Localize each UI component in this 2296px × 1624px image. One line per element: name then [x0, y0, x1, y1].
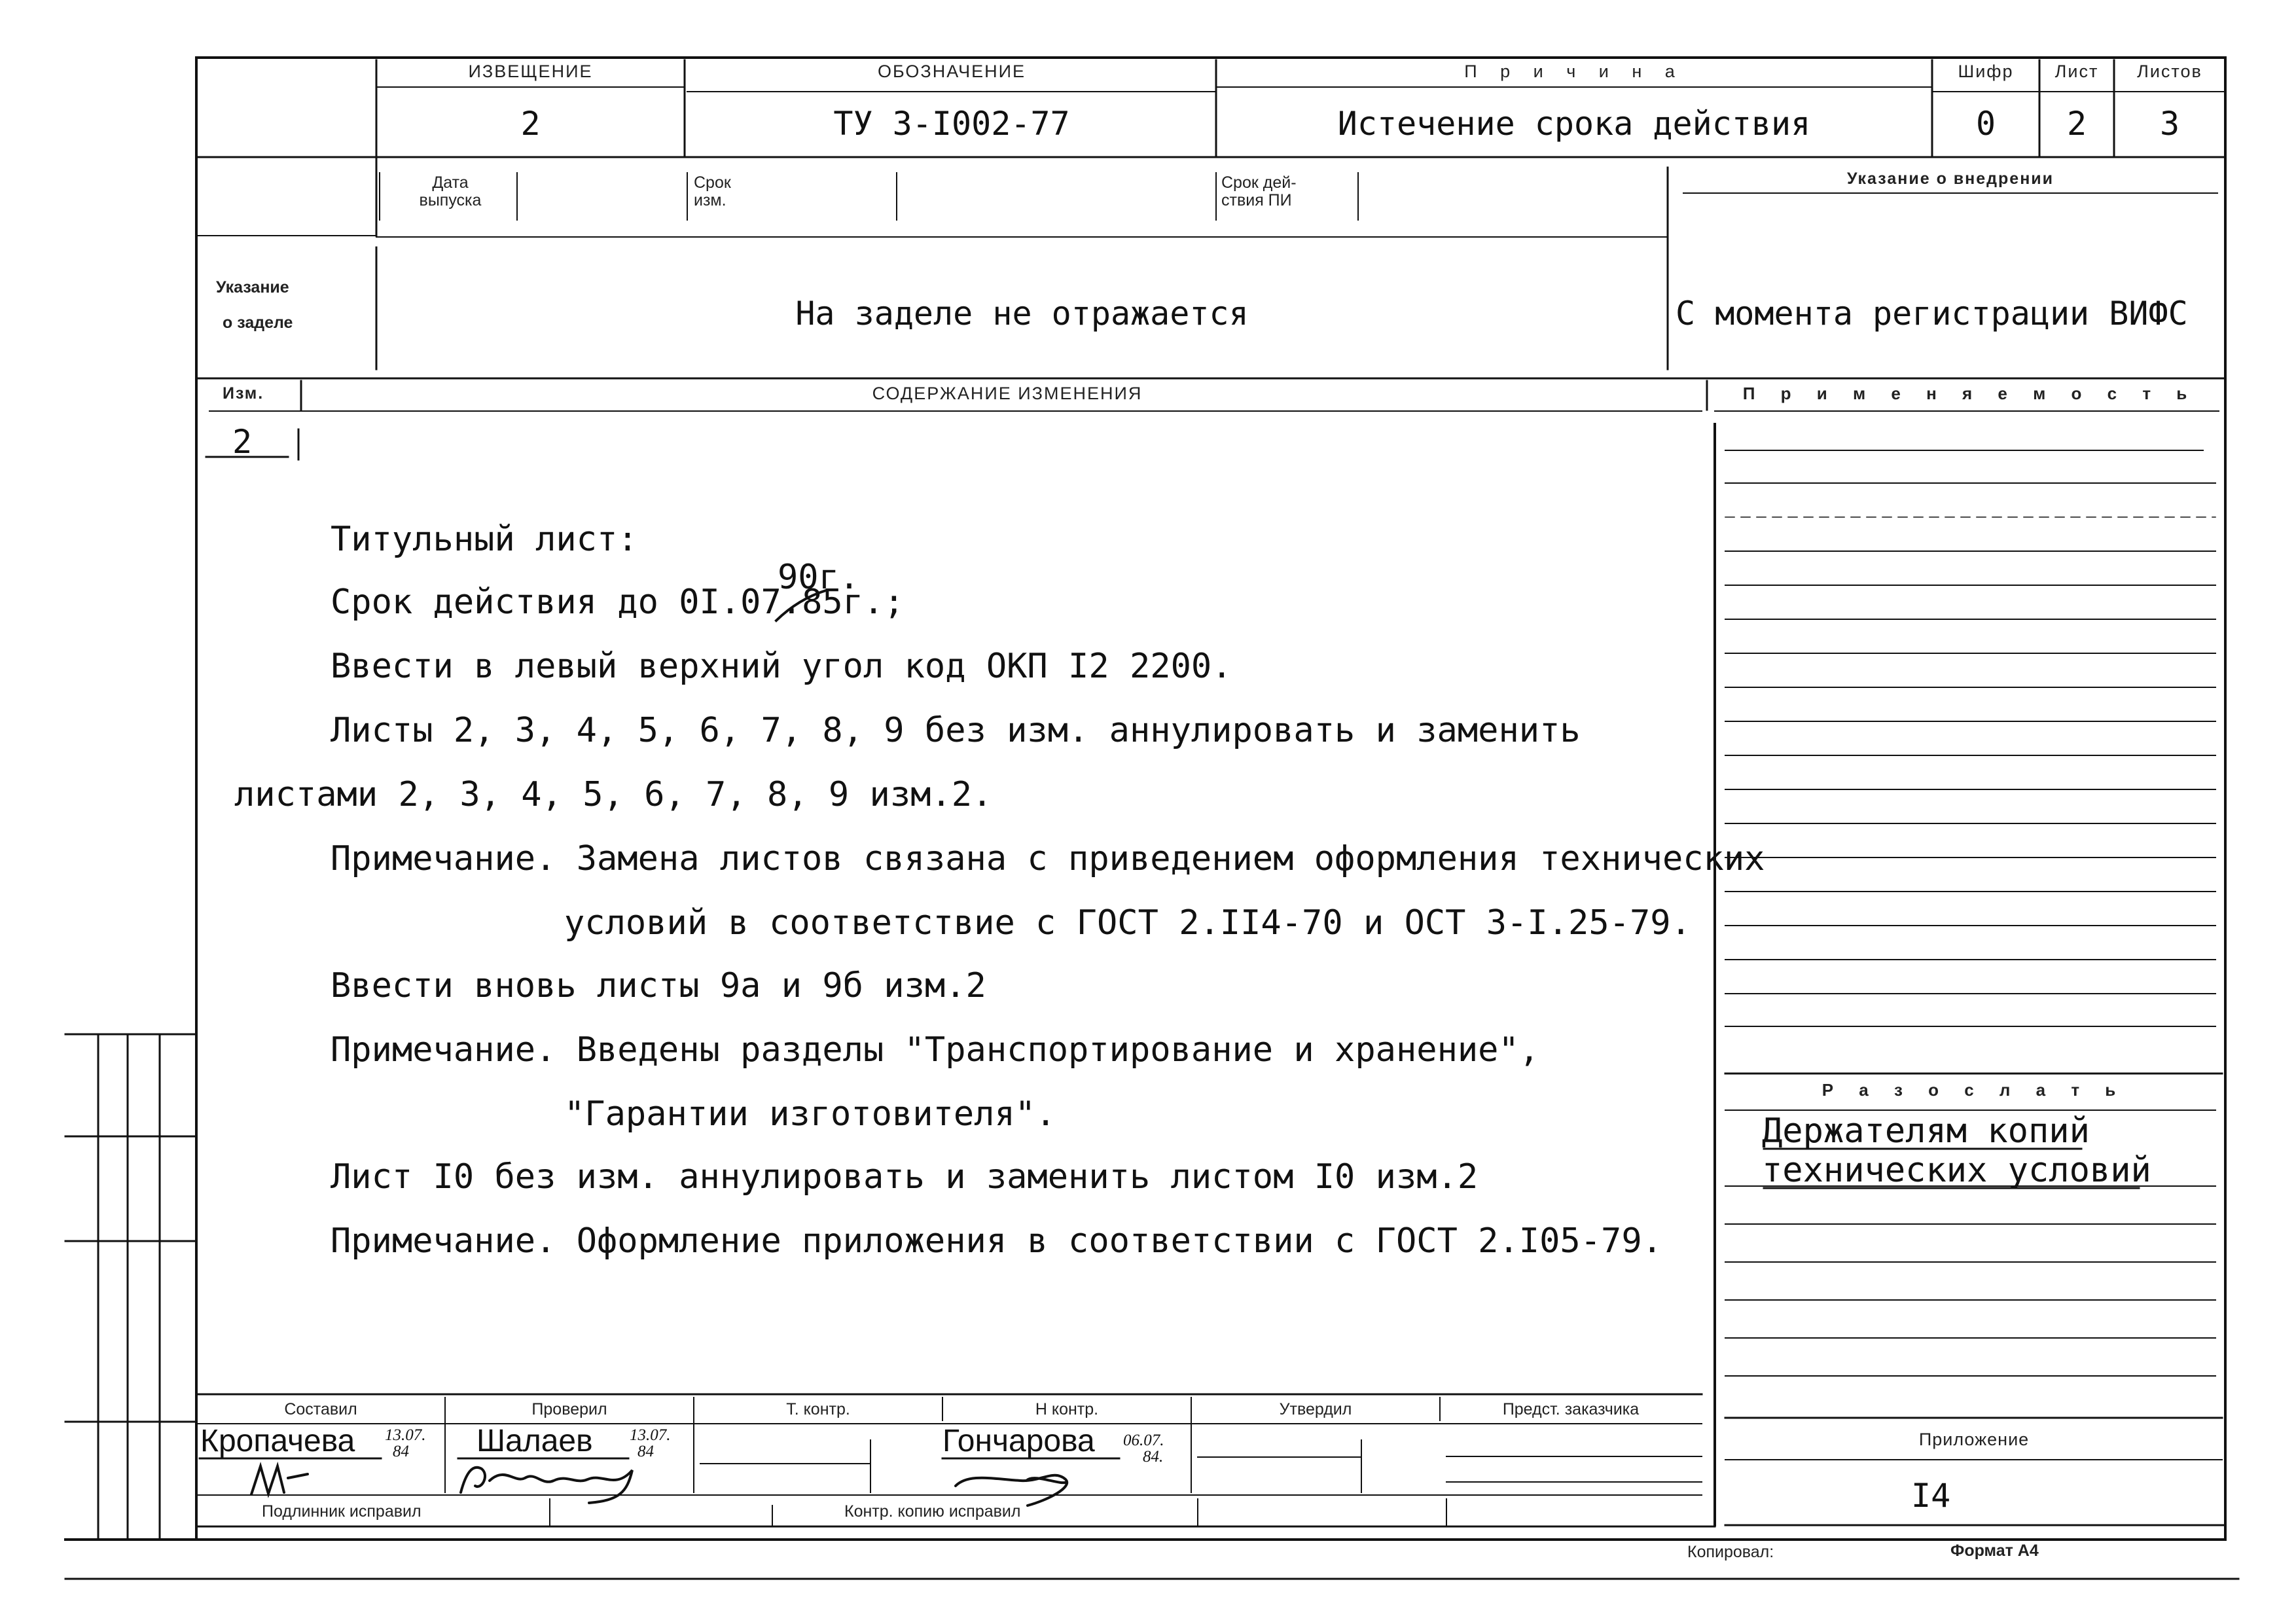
customer-rep-label: Предст. заказчика [1502, 1400, 1640, 1418]
backlog-label [216, 270, 293, 340]
change-term-label [694, 174, 731, 209]
designation-label: ОБОЗНАЧЕНИЕ [877, 62, 1026, 81]
appendix-label: Приложение [1918, 1430, 2030, 1449]
norm-control-date-line2: 84. [1143, 1448, 1164, 1466]
signature-scribbles [251, 1466, 1067, 1506]
note2-label: Примечание. [331, 1030, 556, 1070]
backlog-label-line1: Указание [216, 278, 289, 297]
sheets-value: 3 [2159, 105, 2180, 143]
sheet-value: 2 [2066, 105, 2087, 143]
norm-control-date [1123, 1432, 1164, 1465]
original-corrected-label: Подлинник исправил [262, 1502, 422, 1521]
compiled-label: Составил [284, 1400, 357, 1418]
backlog-text: На заделе не отражается [795, 295, 1249, 333]
new-sheets-line: Ввести вновь листы 9а и 9б изм.2 [331, 966, 986, 1005]
content-column-label: СОДЕРЖАНИЕ ИЗМЕНЕНИЯ [872, 384, 1143, 403]
compiled-date-line2: 84 [393, 1443, 409, 1460]
norm-control-label: Н контр. [1035, 1400, 1099, 1418]
note1-line2: условий в соответствие с ГОСТ 2.II4-70 и ОСТ 3-I.25-79. [564, 903, 1691, 943]
approved-label: Утвердил [1279, 1400, 1352, 1418]
sheet10-line: Лист I0 без изм. аннулировать и заменить листом I0 изм.2 [331, 1157, 1479, 1197]
distribution-line2: технических условий [1762, 1151, 2151, 1190]
norm-control-date-line1: 06.07. [1123, 1432, 1164, 1449]
checked-date-line1: 13.07. [630, 1426, 671, 1444]
okp-code-line: Ввести в левый верхний угол код ОКП I2 2200. [331, 647, 1232, 686]
note3-line [331, 1221, 1662, 1261]
compiled-date-line1: 13.07. [385, 1426, 426, 1444]
checked-label: Проверил [531, 1400, 607, 1418]
compiled-date [385, 1427, 426, 1460]
title-sheet-line: Титульный лист: [331, 520, 638, 559]
issue-date-label [385, 174, 516, 209]
format-label: Формат А4 [1950, 1542, 2039, 1560]
note1-text1: Замена листов связана с приведением оформления технических [576, 839, 1765, 878]
copied-label: Копировал: [1687, 1543, 1774, 1561]
note3-label: Примечание. [331, 1221, 556, 1261]
appendix-value: I4 [1911, 1477, 1951, 1515]
cipher-label: Шифр [1958, 62, 2014, 81]
change-term-label-line2: изм. [694, 191, 726, 209]
sheets-replace-line1: Листы 2, 3, 4, 5, 6, 7, 8, 9 без изм. аннулировать и заменить [331, 711, 1581, 750]
note3-text: Оформление приложения в соответствии с ГОСТ 2.I05-79. [576, 1221, 1662, 1261]
note2-line2: "Гарантии изготовителя". [564, 1094, 1056, 1134]
notice-number: 2 [520, 105, 541, 143]
note1-label: Примечание. [331, 839, 556, 878]
implementation-label: Указание о внедрении [1846, 170, 2054, 188]
issue-date-label-line2: выпуска [419, 191, 482, 209]
validity-new-year: 90г. [778, 558, 860, 597]
tech-control-label: Т. контр. [786, 1400, 850, 1418]
issue-date-label-line1: Дата [432, 173, 469, 192]
distribution-line1: Держателям копий [1762, 1111, 2090, 1151]
validity-label-line1: Срок дей- [1221, 173, 1297, 192]
checked-date-line2: 84 [637, 1443, 654, 1460]
validity-suffix: ; [884, 583, 905, 622]
compiled-name: Кропачева [200, 1424, 355, 1458]
copy-corrected-label: Контр. копию исправил [844, 1502, 1021, 1521]
sheets-label: Листов [2137, 62, 2202, 81]
norm-control-name: Гончарова [942, 1424, 1095, 1458]
sheets-replace-line2: листами 2, 3, 4, 5, 6, 7, 8, 9 изм.2. [234, 775, 993, 814]
reason-label: П р и ч и н а [1464, 62, 1684, 81]
reason: Истечение срока действия [1337, 105, 1811, 143]
validity-label [1221, 174, 1297, 209]
validity-label-line2: ствия ПИ [1221, 191, 1292, 209]
distribution-label: Р а з о с л а т ь [1821, 1080, 2126, 1100]
note1-line1 [331, 839, 1765, 878]
change-number: 2 [232, 423, 253, 461]
designation: ТУ 3-I002-77 [833, 105, 1070, 143]
applicability-label: П р и м е н я е м о с т ь [1742, 384, 2198, 403]
note2-line1 [331, 1030, 1539, 1070]
note2-text1: Введены разделы "Транспортирование и хранение", [576, 1030, 1540, 1070]
checked-name: Шалаев [476, 1424, 593, 1458]
sheet-label: Лист [2054, 62, 2099, 81]
validity-old-year: 85г. [802, 583, 884, 622]
validity-prefix: Срок действия до 0I.07. [331, 583, 802, 622]
notice-label: ИЗВЕЩЕНИЕ [468, 62, 593, 81]
backlog-label-line2: о заделе [223, 314, 293, 332]
checked-date [630, 1427, 671, 1460]
change-column-label: Изм. [223, 384, 264, 403]
cipher-value: 0 [1975, 105, 1996, 143]
implementation-text: С момента регистрации ВИФС [1676, 295, 2188, 333]
change-term-label-line1: Срок [694, 173, 731, 192]
